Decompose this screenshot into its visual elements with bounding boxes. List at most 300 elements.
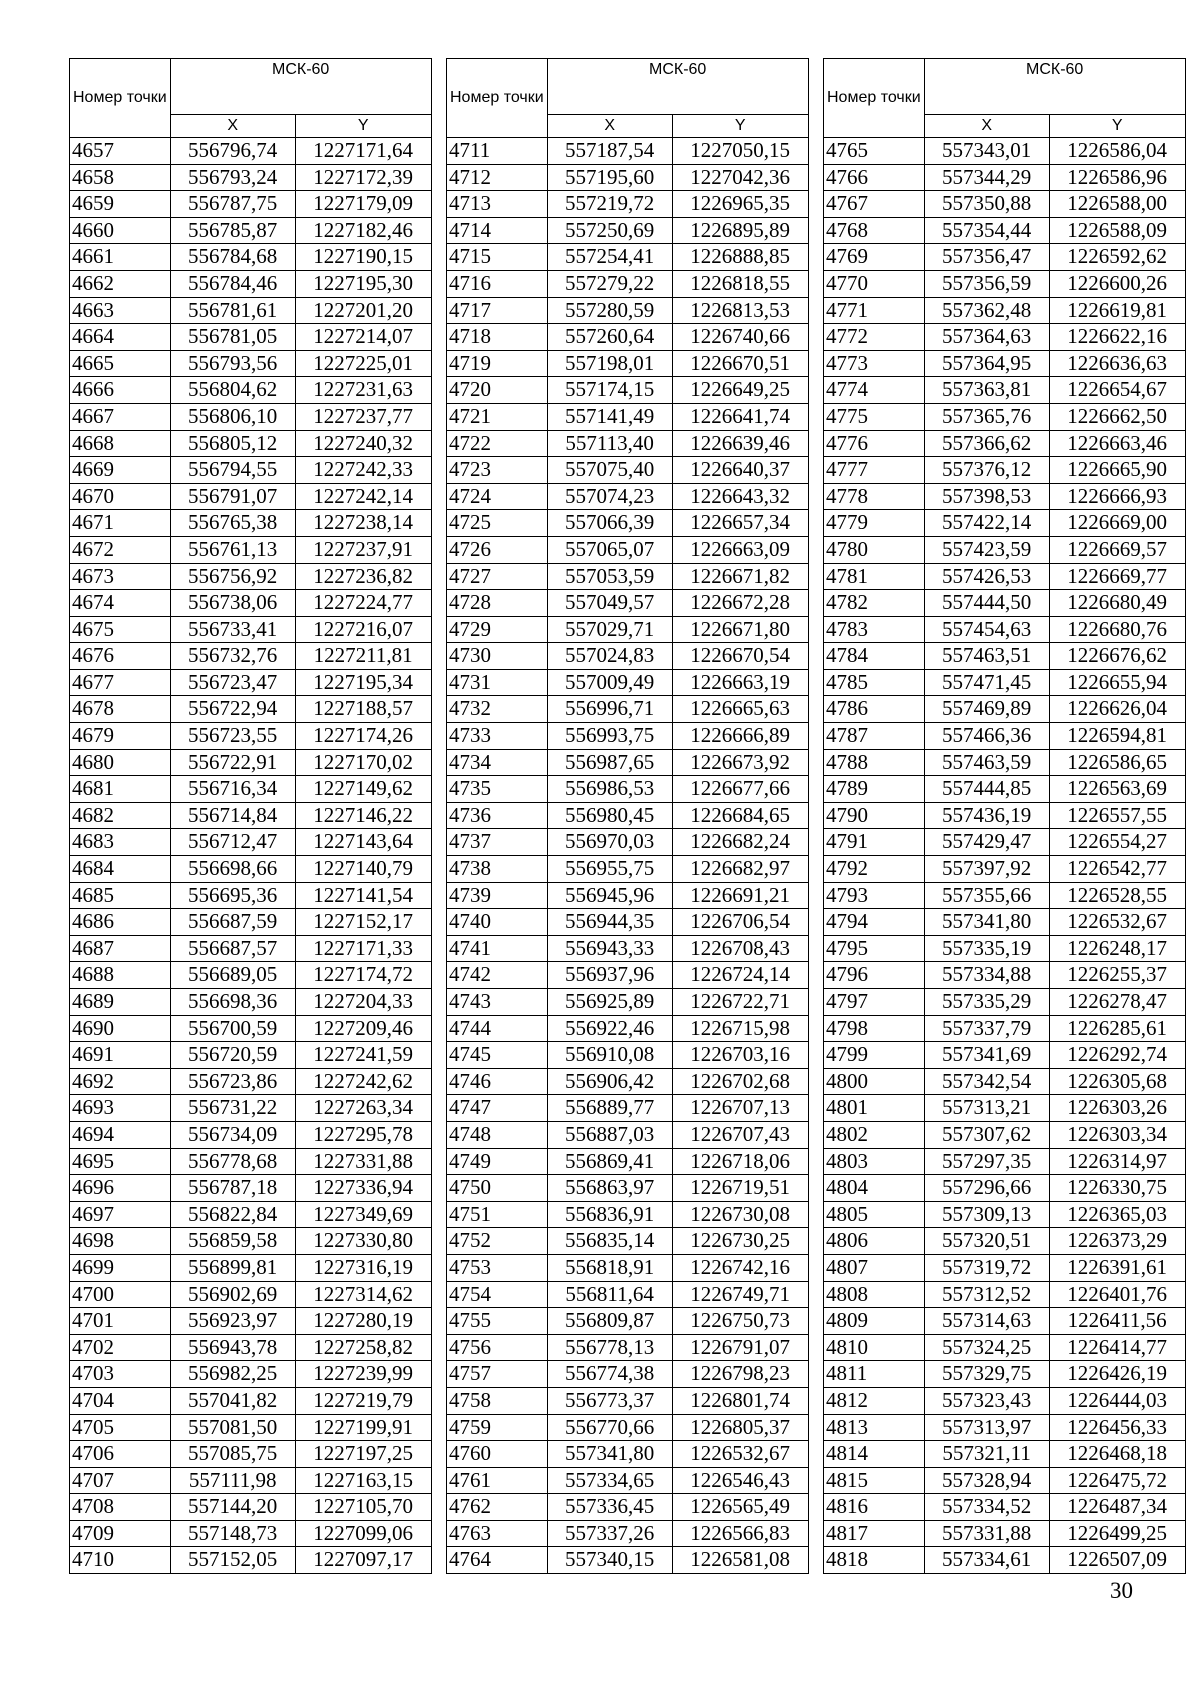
table-row	[70, 909, 432, 936]
x-coordinate-cell: 556787,75	[170, 191, 295, 218]
x-coordinate-cell: 557313,97	[924, 1414, 1049, 1441]
y-coordinate-cell: 1226373,29	[1049, 1228, 1185, 1255]
x-coordinate-cell: 556733,41	[170, 616, 295, 643]
y-coordinate-cell: 1226581,08	[672, 1547, 808, 1574]
table-row	[824, 1334, 1186, 1361]
table-row	[70, 590, 432, 617]
point-number-cell: 4768	[824, 217, 925, 244]
x-coordinate-cell: 557444,50	[924, 590, 1049, 617]
table-row	[70, 403, 432, 430]
y-coordinate-cell: 1227141,54	[295, 882, 431, 909]
y-coordinate-cell: 1226750,73	[672, 1308, 808, 1335]
point-number-cell: 4747	[447, 1095, 548, 1122]
point-number-cell: 4753	[447, 1254, 548, 1281]
y-coordinate-cell: 1226684,65	[672, 802, 808, 829]
table-row	[447, 962, 809, 989]
x-coordinate-cell: 557297,35	[924, 1148, 1049, 1175]
x-coordinate-cell: 556887,03	[547, 1121, 672, 1148]
x-coordinate-cell: 556722,91	[170, 749, 295, 776]
x-header: X	[170, 115, 295, 138]
point-number-cell: 4804	[824, 1175, 925, 1202]
x-coordinate-cell: 556787,18	[170, 1175, 295, 1202]
y-coordinate-cell: 1226586,96	[1049, 164, 1185, 191]
point-number-cell: 4818	[824, 1547, 925, 1574]
y-coordinate-cell: 1226507,09	[1049, 1547, 1185, 1574]
table-row	[70, 829, 432, 856]
x-coordinate-cell: 556910,08	[547, 1042, 672, 1069]
y-coordinate-cell: 1226588,09	[1049, 217, 1185, 244]
x-coordinate-cell: 557335,19	[924, 935, 1049, 962]
table-row	[70, 563, 432, 590]
y-coordinate-cell: 1227211,81	[295, 643, 431, 670]
x-coordinate-cell: 556980,45	[547, 802, 672, 829]
y-coordinate-cell: 1227171,33	[295, 935, 431, 962]
point-number-cell: 4678	[70, 696, 171, 723]
table-row	[70, 350, 432, 377]
x-coordinate-cell: 557429,47	[924, 829, 1049, 856]
point-number-cell: 4686	[70, 909, 171, 936]
y-coordinate-cell: 1226542,77	[1049, 856, 1185, 883]
table-row	[70, 457, 432, 484]
x-coordinate-cell: 557313,21	[924, 1095, 1049, 1122]
table-row	[824, 457, 1186, 484]
x-coordinate-cell: 556698,36	[170, 989, 295, 1016]
table-row	[70, 191, 432, 218]
table-row	[70, 377, 432, 404]
x-coordinate-cell: 557187,54	[547, 138, 672, 165]
point-number-cell: 4709	[70, 1520, 171, 1547]
point-number-cell: 4697	[70, 1201, 171, 1228]
x-coordinate-cell: 556923,97	[170, 1308, 295, 1335]
table-row	[447, 191, 809, 218]
point-number-cell: 4690	[70, 1015, 171, 1042]
point-number-cell: 4710	[70, 1547, 171, 1574]
y-coordinate-cell: 1226707,13	[672, 1095, 808, 1122]
x-coordinate-cell: 557250,69	[547, 217, 672, 244]
table-row	[447, 1387, 809, 1414]
x-coordinate-cell: 556781,61	[170, 297, 295, 324]
point-number-cell: 4698	[70, 1228, 171, 1255]
point-number-cell: 4749	[447, 1148, 548, 1175]
y-coordinate-cell: 1227149,62	[295, 776, 431, 803]
table-row	[824, 536, 1186, 563]
point-number-cell: 4779	[824, 510, 925, 537]
x-coordinate-cell: 557328,94	[924, 1467, 1049, 1494]
table-row	[70, 935, 432, 962]
y-coordinate-cell: 1227099,06	[295, 1520, 431, 1547]
point-number-cell: 4755	[447, 1308, 548, 1335]
table-row	[824, 802, 1186, 829]
point-number-cell: 4703	[70, 1361, 171, 1388]
y-coordinate-cell: 1226666,93	[1049, 483, 1185, 510]
y-coordinate-cell: 1227238,14	[295, 510, 431, 537]
point-number-cell: 4715	[447, 244, 548, 271]
point-number-cell: 4763	[447, 1520, 548, 1547]
x-coordinate-cell: 557350,88	[924, 191, 1049, 218]
y-coordinate-cell: 1226669,00	[1049, 510, 1185, 537]
table-row	[824, 1228, 1186, 1255]
table-row	[70, 989, 432, 1016]
x-coordinate-cell: 556714,84	[170, 802, 295, 829]
x-coordinate-cell: 557422,14	[924, 510, 1049, 537]
x-coordinate-cell: 557342,54	[924, 1068, 1049, 1095]
x-coordinate-cell: 557335,29	[924, 989, 1049, 1016]
table-row	[447, 563, 809, 590]
y-coordinate-cell: 1226641,74	[672, 403, 808, 430]
table-row	[447, 989, 809, 1016]
x-coordinate-cell: 556925,89	[547, 989, 672, 1016]
point-number-cell: 4696	[70, 1175, 171, 1202]
table-row	[70, 270, 432, 297]
y-coordinate-cell: 1226706,54	[672, 909, 808, 936]
x-coordinate-cell: 557324,25	[924, 1334, 1049, 1361]
y-coordinate-cell: 1226411,56	[1049, 1308, 1185, 1335]
y-coordinate-cell: 1226663,09	[672, 536, 808, 563]
table-row	[70, 1467, 432, 1494]
y-coordinate-cell: 1226285,61	[1049, 1015, 1185, 1042]
y-coordinate-cell: 1226818,55	[672, 270, 808, 297]
point-number-cell: 4775	[824, 403, 925, 430]
y-coordinate-cell: 1226546,43	[672, 1467, 808, 1494]
point-number-cell: 4752	[447, 1228, 548, 1255]
y-coordinate-cell: 1226703,16	[672, 1042, 808, 1069]
y-coordinate-cell: 1226528,55	[1049, 882, 1185, 909]
y-coordinate-cell: 1226671,82	[672, 563, 808, 590]
x-coordinate-cell: 556811,64	[547, 1281, 672, 1308]
point-number-cell: 4681	[70, 776, 171, 803]
table-row	[70, 510, 432, 537]
table-row	[447, 164, 809, 191]
y-coordinate-cell: 1227242,14	[295, 483, 431, 510]
x-coordinate-cell: 557009,49	[547, 669, 672, 696]
x-coordinate-cell: 556770,66	[547, 1414, 672, 1441]
x-coordinate-cell: 557363,81	[924, 377, 1049, 404]
point-number-cell: 4810	[824, 1334, 925, 1361]
point-number-cell: 4674	[70, 590, 171, 617]
x-coordinate-cell: 556869,41	[547, 1148, 672, 1175]
x-coordinate-cell: 557024,83	[547, 643, 672, 670]
x-coordinate-cell: 557341,69	[924, 1042, 1049, 1069]
y-coordinate-cell: 1227225,01	[295, 350, 431, 377]
point-number-cell: 4743	[447, 989, 548, 1016]
point-number-cell: 4806	[824, 1228, 925, 1255]
y-coordinate-cell: 1227146,22	[295, 802, 431, 829]
point-number-cell: 4783	[824, 616, 925, 643]
x-coordinate-cell: 557355,66	[924, 882, 1049, 909]
y-coordinate-cell: 1227188,57	[295, 696, 431, 723]
table-row	[447, 403, 809, 430]
x-coordinate-cell: 556785,87	[170, 217, 295, 244]
table-row	[447, 909, 809, 936]
x-coordinate-cell: 557065,07	[547, 536, 672, 563]
x-coordinate-cell: 556723,86	[170, 1068, 295, 1095]
x-coordinate-cell: 557343,01	[924, 138, 1049, 165]
x-coordinate-cell: 557334,52	[924, 1494, 1049, 1521]
point-number-cell: 4802	[824, 1121, 925, 1148]
point-number-cell: 4658	[70, 164, 171, 191]
point-number-cell: 4764	[447, 1547, 548, 1574]
x-coordinate-cell: 557362,48	[924, 297, 1049, 324]
y-coordinate-cell: 1226670,51	[672, 350, 808, 377]
table-row	[824, 856, 1186, 883]
y-coordinate-cell: 1227201,20	[295, 297, 431, 324]
table-row	[447, 1228, 809, 1255]
point-number-cell: 4723	[447, 457, 548, 484]
table-row	[447, 138, 809, 165]
table-row	[70, 776, 432, 803]
x-coordinate-cell: 557329,75	[924, 1361, 1049, 1388]
y-coordinate-cell: 1227050,15	[672, 138, 808, 165]
table-row	[447, 270, 809, 297]
table-row	[447, 1494, 809, 1521]
x-coordinate-cell: 557314,63	[924, 1308, 1049, 1335]
table-row	[70, 483, 432, 510]
point-number-cell: 4797	[824, 989, 925, 1016]
y-coordinate-cell: 1227216,07	[295, 616, 431, 643]
point-number-cell: 4691	[70, 1042, 171, 1069]
table-row	[824, 297, 1186, 324]
point-number-cell: 4716	[447, 270, 548, 297]
y-coordinate-cell: 1227172,39	[295, 164, 431, 191]
point-number-cell: 4761	[447, 1467, 548, 1494]
point-number-cell: 4787	[824, 723, 925, 750]
point-number-cell: 4777	[824, 457, 925, 484]
table-row	[447, 536, 809, 563]
y-coordinate-cell: 1226663,19	[672, 669, 808, 696]
y-coordinate-cell: 1226718,06	[672, 1148, 808, 1175]
point-number-cell: 4673	[70, 563, 171, 590]
table-row	[70, 882, 432, 909]
x-coordinate-cell: 557254,41	[547, 244, 672, 271]
x-coordinate-cell: 557426,53	[924, 563, 1049, 590]
x-coordinate-cell: 557364,95	[924, 350, 1049, 377]
x-coordinate-cell: 556773,37	[547, 1387, 672, 1414]
x-coordinate-cell: 557144,20	[170, 1494, 295, 1521]
point-number-cell: 4683	[70, 829, 171, 856]
x-coordinate-cell: 556695,36	[170, 882, 295, 909]
point-number-cell: 4692	[70, 1068, 171, 1095]
y-coordinate-cell: 1226682,24	[672, 829, 808, 856]
x-coordinate-cell: 557376,12	[924, 457, 1049, 484]
y-coordinate-cell: 1226588,00	[1049, 191, 1185, 218]
y-coordinate-cell: 1227097,17	[295, 1547, 431, 1574]
table-row	[447, 324, 809, 351]
y-coordinate-cell: 1227174,72	[295, 962, 431, 989]
y-coordinate-cell: 1226619,81	[1049, 297, 1185, 324]
x-coordinate-cell: 557085,75	[170, 1441, 295, 1468]
table-row	[824, 1547, 1186, 1574]
y-coordinate-cell: 1227242,62	[295, 1068, 431, 1095]
point-number-cell: 4744	[447, 1015, 548, 1042]
y-coordinate-cell: 1227219,79	[295, 1387, 431, 1414]
x-coordinate-cell: 556716,34	[170, 776, 295, 803]
y-coordinate-cell: 1226722,71	[672, 989, 808, 1016]
table-row	[824, 164, 1186, 191]
table-row	[70, 1254, 432, 1281]
table-row	[447, 882, 809, 909]
point-number-cell: 4799	[824, 1042, 925, 1069]
y-coordinate-cell: 1226365,03	[1049, 1201, 1185, 1228]
table-row	[824, 217, 1186, 244]
table-row	[824, 1361, 1186, 1388]
x-coordinate-cell: 556899,81	[170, 1254, 295, 1281]
y-coordinate-cell: 1227179,09	[295, 191, 431, 218]
y-coordinate-cell: 1226586,65	[1049, 749, 1185, 776]
y-coordinate-cell: 1227241,59	[295, 1042, 431, 1069]
x-coordinate-cell: 556804,62	[170, 377, 295, 404]
point-number-cell: 4772	[824, 324, 925, 351]
table-row	[70, 1334, 432, 1361]
point-number-cell: 4789	[824, 776, 925, 803]
point-number-cell: 4809	[824, 1308, 925, 1335]
point-number-cell: 4740	[447, 909, 548, 936]
table-row	[824, 350, 1186, 377]
point-number-cell: 4722	[447, 430, 548, 457]
x-coordinate-cell: 556720,59	[170, 1042, 295, 1069]
y-coordinate-cell: 1226749,71	[672, 1281, 808, 1308]
table-row	[824, 1441, 1186, 1468]
y-coordinate-cell: 1226563,69	[1049, 776, 1185, 803]
point-number-cell: 4730	[447, 643, 548, 670]
table-row	[70, 1281, 432, 1308]
point-number-cell: 4657	[70, 138, 171, 165]
table-row	[447, 1148, 809, 1175]
point-number-cell: 4677	[70, 669, 171, 696]
y-coordinate-cell: 1226594,81	[1049, 723, 1185, 750]
y-coordinate-cell: 1226798,23	[672, 1361, 808, 1388]
x-coordinate-cell: 556836,91	[547, 1201, 672, 1228]
x-coordinate-cell: 557356,59	[924, 270, 1049, 297]
x-coordinate-cell: 556818,91	[547, 1254, 672, 1281]
table-row	[70, 1068, 432, 1095]
x-coordinate-cell: 557075,40	[547, 457, 672, 484]
x-coordinate-cell: 557341,80	[547, 1441, 672, 1468]
table-row	[70, 802, 432, 829]
point-number-cell: 4688	[70, 962, 171, 989]
point-number-cell: 4765	[824, 138, 925, 165]
point-number-cell: 4759	[447, 1414, 548, 1441]
table-row	[70, 1148, 432, 1175]
y-coordinate-cell: 1226468,18	[1049, 1441, 1185, 1468]
table-row	[447, 1175, 809, 1202]
point-number-cell: 4811	[824, 1361, 925, 1388]
x-coordinate-cell: 557337,26	[547, 1520, 672, 1547]
x-coordinate-cell: 557423,59	[924, 536, 1049, 563]
point-number-header: Номер точки	[70, 59, 171, 138]
table-row	[824, 377, 1186, 404]
table-row	[70, 1441, 432, 1468]
x-coordinate-cell: 557041,82	[170, 1387, 295, 1414]
table-row	[824, 1015, 1186, 1042]
point-number-cell: 4718	[447, 324, 548, 351]
y-coordinate-cell: 1226801,74	[672, 1387, 808, 1414]
y-coordinate-cell: 1227209,46	[295, 1015, 431, 1042]
y-coordinate-cell: 1227143,64	[295, 829, 431, 856]
point-number-cell: 4733	[447, 723, 548, 750]
table-row	[70, 536, 432, 563]
point-number-cell: 4689	[70, 989, 171, 1016]
table-row	[447, 1068, 809, 1095]
point-number-cell: 4685	[70, 882, 171, 909]
point-number-cell: 4754	[447, 1281, 548, 1308]
x-header: X	[924, 115, 1049, 138]
point-number-cell: 4745	[447, 1042, 548, 1069]
table-row	[70, 616, 432, 643]
point-number-cell: 4735	[447, 776, 548, 803]
y-coordinate-cell: 1226330,75	[1049, 1175, 1185, 1202]
y-coordinate-cell: 1227197,25	[295, 1441, 431, 1468]
table-row	[824, 616, 1186, 643]
y-coordinate-cell: 1227105,70	[295, 1494, 431, 1521]
table-row	[70, 696, 432, 723]
point-number-cell: 4793	[824, 882, 925, 909]
y-coordinate-cell: 1227280,19	[295, 1308, 431, 1335]
y-coordinate-cell: 1226724,14	[672, 962, 808, 989]
y-coordinate-cell: 1226662,50	[1049, 403, 1185, 430]
table-row	[70, 138, 432, 165]
table-row	[70, 1547, 432, 1574]
table-row	[447, 1095, 809, 1122]
point-number-cell: 4742	[447, 962, 548, 989]
y-coordinate-cell: 1227171,64	[295, 138, 431, 165]
table-row	[447, 935, 809, 962]
table-row	[824, 1520, 1186, 1547]
x-coordinate-cell: 557463,59	[924, 749, 1049, 776]
x-coordinate-cell: 557113,40	[547, 430, 672, 457]
point-number-cell: 4757	[447, 1361, 548, 1388]
y-coordinate-cell: 1226666,89	[672, 723, 808, 750]
y-coordinate-cell: 1226742,16	[672, 1254, 808, 1281]
y-coordinate-cell: 1227316,19	[295, 1254, 431, 1281]
y-coordinate-cell: 1226565,49	[672, 1494, 808, 1521]
x-coordinate-cell: 556698,66	[170, 856, 295, 883]
point-number-cell: 4774	[824, 377, 925, 404]
x-coordinate-cell: 557366,62	[924, 430, 1049, 457]
point-number-cell: 4784	[824, 643, 925, 670]
y-coordinate-cell: 1226730,08	[672, 1201, 808, 1228]
x-coordinate-cell: 557219,72	[547, 191, 672, 218]
point-number-header: Номер точки	[824, 59, 925, 138]
y-coordinate-cell: 1227182,46	[295, 217, 431, 244]
y-coordinate-cell: 1226665,90	[1049, 457, 1185, 484]
table-row	[824, 643, 1186, 670]
point-number-cell: 4816	[824, 1494, 925, 1521]
point-number-cell: 4795	[824, 935, 925, 962]
point-number-cell: 4796	[824, 962, 925, 989]
x-coordinate-cell: 556784,68	[170, 244, 295, 271]
table-row	[447, 1121, 809, 1148]
y-coordinate-cell: 1227295,78	[295, 1121, 431, 1148]
point-number-cell: 4720	[447, 377, 548, 404]
y-coordinate-cell: 1226643,32	[672, 483, 808, 510]
table-row	[824, 723, 1186, 750]
table-row	[824, 191, 1186, 218]
x-coordinate-cell: 557334,65	[547, 1467, 672, 1494]
x-coordinate-cell: 557344,29	[924, 164, 1049, 191]
x-coordinate-cell: 556793,24	[170, 164, 295, 191]
table-row	[824, 829, 1186, 856]
x-coordinate-cell: 556687,59	[170, 909, 295, 936]
x-coordinate-cell: 557260,64	[547, 324, 672, 351]
point-number-cell: 4778	[824, 483, 925, 510]
y-coordinate-cell: 1226708,43	[672, 935, 808, 962]
y-coordinate-cell: 1226475,72	[1049, 1467, 1185, 1494]
y-coordinate-cell: 1226303,26	[1049, 1095, 1185, 1122]
y-coordinate-cell: 1227204,33	[295, 989, 431, 1016]
point-number-cell: 4773	[824, 350, 925, 377]
y-coordinate-cell: 1227314,62	[295, 1281, 431, 1308]
x-coordinate-cell: 556993,75	[547, 723, 672, 750]
